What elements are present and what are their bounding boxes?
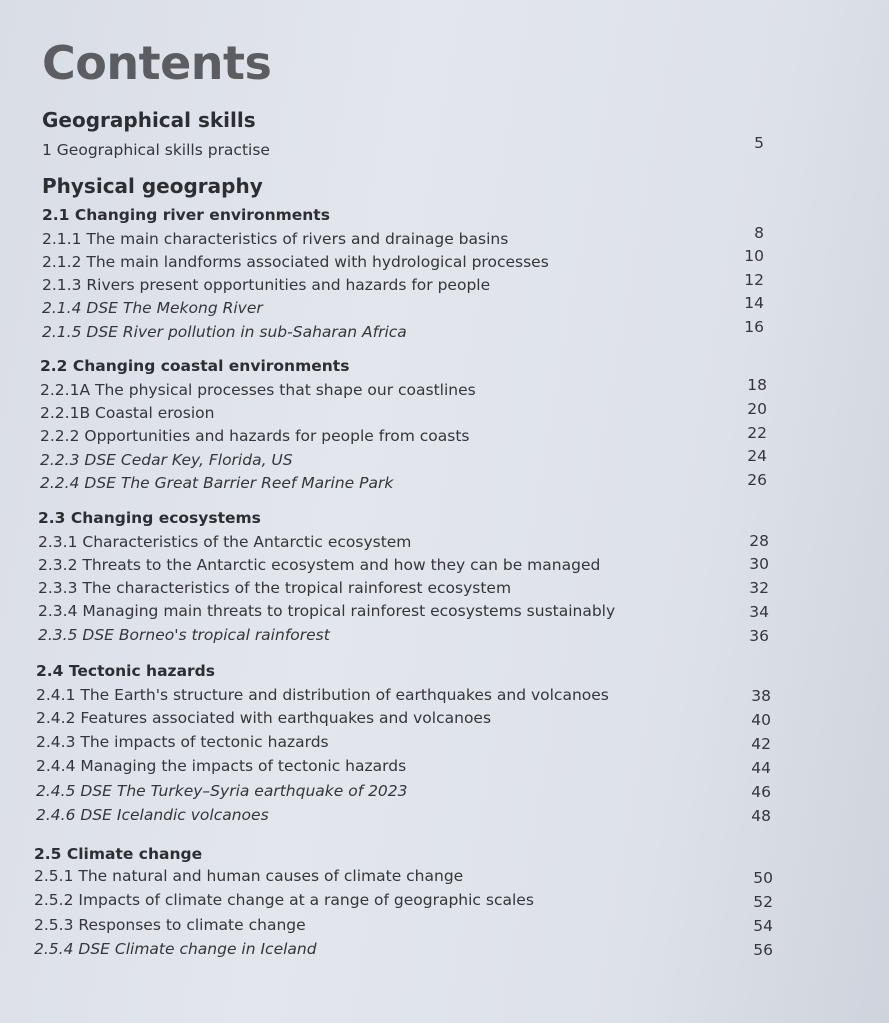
part-heading-skills: Geographical skills (42, 108, 256, 132)
page-number: 36 (749, 627, 769, 645)
page-number: 38 (751, 687, 771, 705)
page-number: 40 (751, 711, 771, 729)
page-number: 16 (744, 318, 764, 336)
toc-entry: 2.5.3 Responses to climate change (34, 916, 306, 934)
toc-entry: 1 Geographical skills practise (42, 141, 270, 159)
toc-entry: 2.3.2 Threats to the Antarctic ecosystem and how they can be managed (38, 556, 601, 574)
page-number: 44 (751, 759, 771, 777)
section-heading: 2.4 Tectonic hazards (36, 662, 215, 680)
page-number: 24 (747, 447, 767, 465)
toc-entry: 2.1.1 The main characteristics of rivers and drainage basins (42, 230, 509, 248)
toc-entry: 2.4.5 DSE The Turkey–Syria earthquake of 2023 (36, 782, 408, 800)
page-number: 5 (754, 134, 764, 152)
page-number: 34 (749, 603, 769, 621)
toc-entry: 2.4.3 The impacts of tectonic hazards (36, 733, 329, 751)
toc-entry: 2.2.1A The physical processes that shape our coastlines (40, 381, 476, 399)
page-number: 22 (747, 424, 767, 442)
toc-entry: 2.1.5 DSE River pollution in sub-Saharan Africa (42, 323, 407, 341)
toc-entry: 2.3.1 Characteristics of the Antarctic ecosystem (38, 533, 412, 551)
page-number: 46 (751, 783, 771, 801)
toc-entry: 2.1.3 Rivers present opportunities and hazards for people (42, 276, 491, 294)
page-number: 12 (744, 271, 764, 289)
part-heading-physical: Physical geography (42, 174, 263, 198)
toc-entry: 2.4.4 Managing the impacts of tectonic hazards (36, 757, 407, 775)
toc-entry: 2.1.4 DSE The Mekong River (42, 299, 263, 317)
toc-entry: 2.3.4 Managing main threats to tropical rainforest ecosystems sustainably (38, 602, 616, 620)
toc-entry: 2.2.3 DSE Cedar Key, Florida, US (40, 451, 293, 469)
page-title: Contents (42, 36, 272, 90)
page-number: 42 (751, 735, 771, 753)
page-number: 26 (747, 471, 767, 489)
page-number: 32 (749, 579, 769, 597)
page-number: 28 (749, 532, 769, 550)
page-number: 50 (753, 869, 773, 887)
page-number: 56 (753, 941, 773, 959)
toc-entry: 2.3.5 DSE Borneo's tropical rainforest (38, 626, 330, 644)
page-number: 52 (753, 893, 773, 911)
toc-entry: 2.2.4 DSE The Great Barrier Reef Marine Park (40, 474, 394, 492)
section-heading: 2.2 Changing coastal environments (40, 357, 350, 375)
section-heading: 2.1 Changing river environments (42, 206, 330, 224)
page-number: 48 (751, 807, 771, 825)
toc-entry: 2.2.1B Coastal erosion (40, 404, 215, 422)
toc-entry: 2.1.2 The main landforms associated with hydrological processes (42, 253, 549, 271)
section-heading: 2.5 Climate change (34, 845, 203, 863)
page-number: 54 (753, 917, 773, 935)
page-number: 14 (744, 294, 764, 312)
page-number: 8 (754, 224, 764, 242)
toc-entry: 2.3.3 The characteristics of the tropical rainforest ecosystem (38, 579, 512, 597)
page-number: 10 (744, 247, 764, 265)
section-heading: 2.3 Changing ecosystems (38, 509, 261, 527)
page-number: 30 (749, 555, 769, 573)
toc-entry: 2.4.6 DSE Icelandic volcanoes (36, 806, 269, 824)
page-number: 18 (747, 376, 767, 394)
toc-entry: 2.4.1 The Earth's structure and distribution of earthquakes and volcanoes (36, 686, 609, 704)
toc-entry: 2.2.2 Opportunities and hazards for people from coasts (40, 427, 470, 445)
toc-entry: 2.5.1 The natural and human causes of climate change (34, 867, 464, 885)
page-number: 20 (747, 400, 767, 418)
toc-entry: 2.5.4 DSE Climate change in Iceland (34, 940, 317, 958)
toc-entry: 2.5.2 Impacts of climate change at a range of geographic scales (34, 891, 534, 909)
toc-entry: 2.4.2 Features associated with earthquakes and volcanoes (36, 709, 492, 727)
